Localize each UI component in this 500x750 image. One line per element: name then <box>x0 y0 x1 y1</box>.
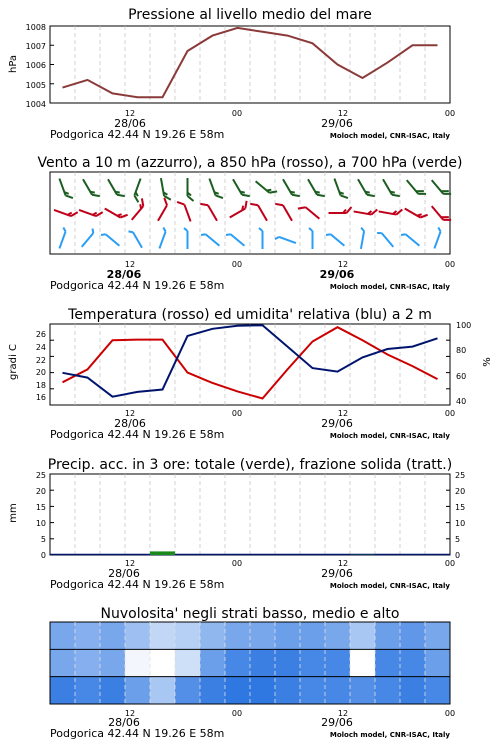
wind-barb-10-m <box>401 232 419 248</box>
temperature-xtick: 00 <box>231 409 243 418</box>
precipitation-ytick: 0 <box>40 551 46 560</box>
wind-barb-10-m <box>156 228 166 249</box>
wind-barb-shaft <box>59 232 65 249</box>
wind-barb-10-m <box>101 232 119 248</box>
wind-barb-850-hPa <box>79 204 103 218</box>
cloud-cell <box>100 649 125 677</box>
wind-barb-feather <box>371 209 377 216</box>
cloud-cell <box>200 677 225 705</box>
cloud-cell <box>175 622 200 650</box>
wind-xtick: 00 <box>231 260 243 269</box>
wind-barb-shaft <box>434 232 440 249</box>
wind-barb-feather <box>133 195 140 202</box>
cloud-xtick: 12 <box>124 709 136 718</box>
precipitation-xtick: 12 <box>337 559 349 568</box>
cloud-title: Nuvolosita' negli strati basso, medio e alto <box>100 606 400 622</box>
cloud-cell <box>350 622 375 650</box>
cloud-cell <box>350 649 375 677</box>
wind-barb-700-hPa <box>133 179 147 203</box>
wind-barb-850-hPa <box>153 198 170 221</box>
pressure-xtick: 12 <box>337 109 349 118</box>
cloud-cell <box>200 622 225 650</box>
precipitation-ytick-right: 20 <box>455 487 466 496</box>
wind-barb-shaft <box>361 231 364 249</box>
wind-barb-700-hPa <box>209 176 223 200</box>
pressure-date: 28/06 <box>114 117 146 130</box>
wind-barb-feather <box>396 209 402 216</box>
precipitation-ytick: 10 <box>35 519 46 528</box>
pressure-ytick: 1007 <box>25 42 46 51</box>
wind-credit: Moloch model, CNR-ISAC, Italy <box>329 283 450 291</box>
precipitation-panel <box>8 457 465 591</box>
cloud-xtick: 00 <box>231 709 243 718</box>
temperature-xtick: 12 <box>337 409 349 418</box>
temperature-ytick: 20 <box>35 368 46 377</box>
wind-barb-shaft <box>158 205 167 221</box>
wind-barb-shaft <box>106 234 120 246</box>
wind-barb-shaft <box>206 234 220 246</box>
wind-barb-850-hPa <box>329 207 352 213</box>
wind-barb-700-hPa <box>233 176 250 199</box>
cloud-cell <box>325 622 350 650</box>
temperature-date: 29/06 <box>321 417 353 430</box>
cloud-xtick: 00 <box>444 709 456 718</box>
cloud-cell <box>150 622 175 650</box>
wind-barb-850-hPa <box>405 203 428 220</box>
wind-xtick: 00 <box>444 260 456 269</box>
wind-barb-700-hPa <box>108 176 125 199</box>
cloud-cell <box>100 622 125 650</box>
wind-barb-shaft <box>159 232 165 249</box>
wind-barb-halffeather <box>62 228 66 232</box>
precipitation-ylabel: mm <box>8 503 19 523</box>
wind-date: 28/06 <box>106 268 142 281</box>
wind-barb-halffeather <box>128 230 133 234</box>
wind-barb-10-m <box>326 232 344 248</box>
temperature-xtick: 00 <box>444 409 456 418</box>
humidity-ylabel: % <box>482 357 493 367</box>
humidity-ytick: 100 <box>456 321 472 330</box>
wind-barb-10-m <box>259 228 263 249</box>
cloud-cell <box>375 622 400 650</box>
cloud-cell <box>275 649 300 677</box>
cloud-cell <box>275 622 300 650</box>
wind-barb-10-m <box>431 228 441 249</box>
cloud-cell <box>275 677 300 705</box>
pressure-credit: Moloch model, CNR-ISAC, Italy <box>329 132 450 140</box>
temperature-ytick: 16 <box>35 393 46 402</box>
wind-barb-shaft <box>406 234 420 246</box>
precipitation-frame <box>50 474 450 555</box>
wind-barb-700-hPa <box>283 176 300 199</box>
pressure-ytick: 1006 <box>25 61 46 70</box>
temperature-xtick: 12 <box>124 409 136 418</box>
pressure-location: Podgorica 42.44 N 19.26 E 58m <box>50 128 225 141</box>
cloud-cell <box>400 622 425 650</box>
wind-barb-feather <box>200 201 208 208</box>
wind-barb-feather <box>96 210 103 217</box>
wind-barb-shaft <box>382 233 394 247</box>
wind-barb-10-m <box>357 228 364 249</box>
wind-barb-10-m <box>184 228 188 249</box>
wind-xtick: 12 <box>337 260 349 269</box>
precipitation-ytick: 20 <box>35 487 46 496</box>
pressure-date: 29/06 <box>321 117 353 130</box>
pressure-ytick: 1005 <box>25 81 46 90</box>
wind-barb-shaft <box>306 207 320 219</box>
cloud-cell <box>50 649 75 677</box>
wind-barb-850-hPa <box>379 206 403 216</box>
cloud-cell <box>425 622 450 650</box>
cloud-cell <box>100 677 125 705</box>
cloud-cell <box>300 677 325 705</box>
wind-barb-shaft <box>331 234 345 246</box>
pressure-xtick: 12 <box>124 109 136 118</box>
temperature-frame <box>50 324 450 405</box>
precipitation-credit: Moloch model, CNR-ISAC, Italy <box>329 582 450 590</box>
cloud-cell <box>400 677 425 705</box>
wind-barb-10-m <box>275 236 296 246</box>
wind-barb-halffeather <box>201 232 206 237</box>
wind-barb-700-hPa <box>383 176 400 199</box>
temperature-ytick: 18 <box>35 381 46 390</box>
wind-barb-halffeather <box>91 229 96 234</box>
precipitation-ytick-right: 25 <box>455 471 466 480</box>
cloud-cell <box>400 649 425 677</box>
cloud-cell <box>225 622 250 650</box>
wind-barb-halffeather <box>259 228 263 231</box>
precipitation-location: Podgorica 42.44 N 19.26 E 58m <box>50 578 225 591</box>
wind-barb-halffeather <box>309 228 313 231</box>
precipitation-ytick-right: 0 <box>455 551 461 560</box>
pressure-title: Pressione al livello medio del mare <box>128 7 372 23</box>
cloud-cell <box>125 677 150 705</box>
pressure-xtick: 00 <box>231 109 243 118</box>
wind-barb-shaft <box>258 205 267 221</box>
precipitation-ytick: 25 <box>35 471 46 480</box>
temperature-title: Temperatura (rosso) ed umidita' relativa (blu) a 2 m <box>68 307 432 323</box>
wind-barb-850-hPa <box>275 201 292 224</box>
precipitation-ytick-right: 5 <box>455 535 461 544</box>
wind-xtick: 12 <box>124 260 136 269</box>
wind-barb-shaft <box>283 205 292 221</box>
wind-barb-feather <box>275 201 283 208</box>
wind-barb-10-m <box>56 228 66 249</box>
wind-barb-850-hPa <box>105 203 128 220</box>
wind-barb-700-hPa <box>83 176 100 199</box>
precipitation-date: 28/06 <box>108 567 140 580</box>
wind-barb-halffeather <box>437 228 441 232</box>
wind-barb-10-m <box>79 229 95 247</box>
wind-barb-700-hPa <box>161 177 171 201</box>
cloud-cell <box>425 649 450 677</box>
temperature-date: 28/06 <box>114 417 146 430</box>
wind-barb-halffeather <box>361 228 365 232</box>
wind-barb-feather <box>66 193 73 200</box>
wind-barb-halffeather <box>275 236 279 240</box>
wind-barb-850-hPa <box>177 200 191 224</box>
cloud-credit: Moloch model, CNR-ISAC, Italy <box>329 731 450 739</box>
precipitation-xtick: 12 <box>124 559 136 568</box>
wind-barb-feather <box>341 193 348 200</box>
cloud-cell <box>375 677 400 705</box>
wind-barb-850-hPa <box>200 201 217 224</box>
temperature-credit: Moloch model, CNR-ISAC, Italy <box>329 432 450 440</box>
wind-barb-700-hPa <box>188 178 194 201</box>
cloud-location: Podgorica 42.44 N 19.26 E 58m <box>50 727 225 740</box>
precipitation-xtick: 00 <box>231 559 243 568</box>
pressure-ylabel: hPa <box>8 54 19 74</box>
wind-barb-850-hPa <box>54 204 78 218</box>
wind-barb-700-hPa <box>256 177 277 196</box>
wind-barb-feather <box>188 196 194 201</box>
wind-barb-feather <box>347 207 352 213</box>
cloud-cell <box>200 649 225 677</box>
wind-barb-10-m <box>377 231 393 249</box>
cloud-cell <box>75 677 100 705</box>
precipitation-title: Precip. acc. in 3 ore: totale (verde), frazione solida (tratt.) <box>47 457 453 473</box>
cloud-cell <box>325 649 350 677</box>
cloud-cell <box>75 649 100 677</box>
wind-barb-halffeather <box>401 232 406 237</box>
cloud-xtick: 12 <box>337 709 349 718</box>
temperature-ytick: 26 <box>35 330 46 339</box>
humidity-ytick: 80 <box>456 346 467 355</box>
wind-barb-850-hPa <box>432 202 451 223</box>
cloud-cell <box>325 677 350 705</box>
temperature-ytick: 24 <box>35 343 46 352</box>
wind-barb-850-hPa <box>250 201 267 224</box>
wind-barb-10-m <box>128 230 142 250</box>
temperature-location: Podgorica 42.44 N 19.26 E 58m <box>50 428 225 441</box>
precipitation-ytick: 5 <box>40 535 46 544</box>
cloud-cell <box>50 677 75 705</box>
cloud-date: 29/06 <box>321 716 353 729</box>
cloud-cell <box>150 677 175 705</box>
wind-barb-halffeather <box>226 232 231 237</box>
wind-barb-850-hPa <box>127 198 146 219</box>
cloud-cell <box>50 622 75 650</box>
wind-barb-halffeather <box>184 228 188 231</box>
temperature-ytick: 22 <box>35 356 46 365</box>
wind-barb-halffeather <box>326 232 331 237</box>
wind-barb-feather <box>71 210 78 217</box>
precipitation-ytick-right: 15 <box>455 503 466 512</box>
cloud-cell <box>375 649 400 677</box>
pressure-ytick: 1004 <box>25 100 46 109</box>
wind-barb-halffeather <box>162 228 166 232</box>
wind-barb-10-m <box>226 232 244 248</box>
wind-title: Vento a 10 m (azzurro), a 850 hPa (rosso), a 700 hPa (verde) <box>37 155 463 171</box>
wind-barb-feather <box>177 200 184 207</box>
wind-barb-shaft <box>82 233 94 247</box>
cloud-cell <box>250 649 275 677</box>
wind-barb-feather <box>216 193 223 200</box>
wind-barb-shaft <box>231 234 245 246</box>
humidity-ytick: 60 <box>456 372 467 381</box>
wind-barb-halffeather <box>101 232 106 237</box>
wind-barb-shaft <box>184 205 190 222</box>
precipitation-xtick: 00 <box>444 559 456 568</box>
wind-barb-shaft <box>208 205 217 221</box>
cloud-date: 28/06 <box>108 716 140 729</box>
cloud-cell <box>300 649 325 677</box>
cloud-cell <box>250 622 275 650</box>
humidity-ytick: 40 <box>456 397 467 406</box>
wind-barb-feather <box>420 212 427 220</box>
wind-barb-700-hPa <box>59 176 73 200</box>
cloud-cell <box>225 677 250 705</box>
temperature-ylabel: gradi C <box>8 344 19 380</box>
pressure-ytick: 1008 <box>25 23 46 32</box>
wind-barb-shaft <box>279 237 296 243</box>
cloud-cell <box>150 649 175 677</box>
cloud-cell <box>75 622 100 650</box>
precipitation-date: 29/06 <box>321 567 353 580</box>
wind-barb-shaft <box>133 232 142 248</box>
precipitation-bar <box>150 551 175 555</box>
wind-barb-700-hPa <box>432 176 451 197</box>
wind-barb-700-hPa <box>407 176 426 197</box>
cloud-cell <box>425 677 450 705</box>
cloud-cell <box>350 677 375 705</box>
cloud-cell <box>250 677 275 705</box>
precipitation-ytick-right: 10 <box>455 519 466 528</box>
wind-barb-850-hPa <box>298 204 319 223</box>
wind-barb-10-m <box>201 232 219 248</box>
pressure-xtick: 00 <box>444 109 456 118</box>
precipitation-ytick: 15 <box>35 503 46 512</box>
wind-barb-700-hPa <box>334 176 348 200</box>
cloud-cell <box>175 677 200 705</box>
wind-barb-halffeather <box>377 231 382 236</box>
wind-location: Podgorica 42.44 N 19.26 E 58m <box>50 279 225 292</box>
wind-barb-feather <box>298 204 306 212</box>
wind-barb-850-hPa <box>227 201 250 218</box>
wind-barb-feather <box>120 212 127 220</box>
cloud-cell <box>175 649 200 677</box>
cloud-cell <box>225 649 250 677</box>
wind-barb-850-hPa <box>354 206 378 216</box>
wind-date: 29/06 <box>319 268 355 281</box>
wind-barb-700-hPa <box>308 176 325 199</box>
wind-barb-10-m <box>309 228 313 249</box>
wind-barb-700-hPa <box>358 176 375 199</box>
cloud-cell <box>125 622 150 650</box>
wind-barb-feather <box>250 201 258 208</box>
cloud-cell <box>300 622 325 650</box>
cloud-cell <box>125 649 150 677</box>
